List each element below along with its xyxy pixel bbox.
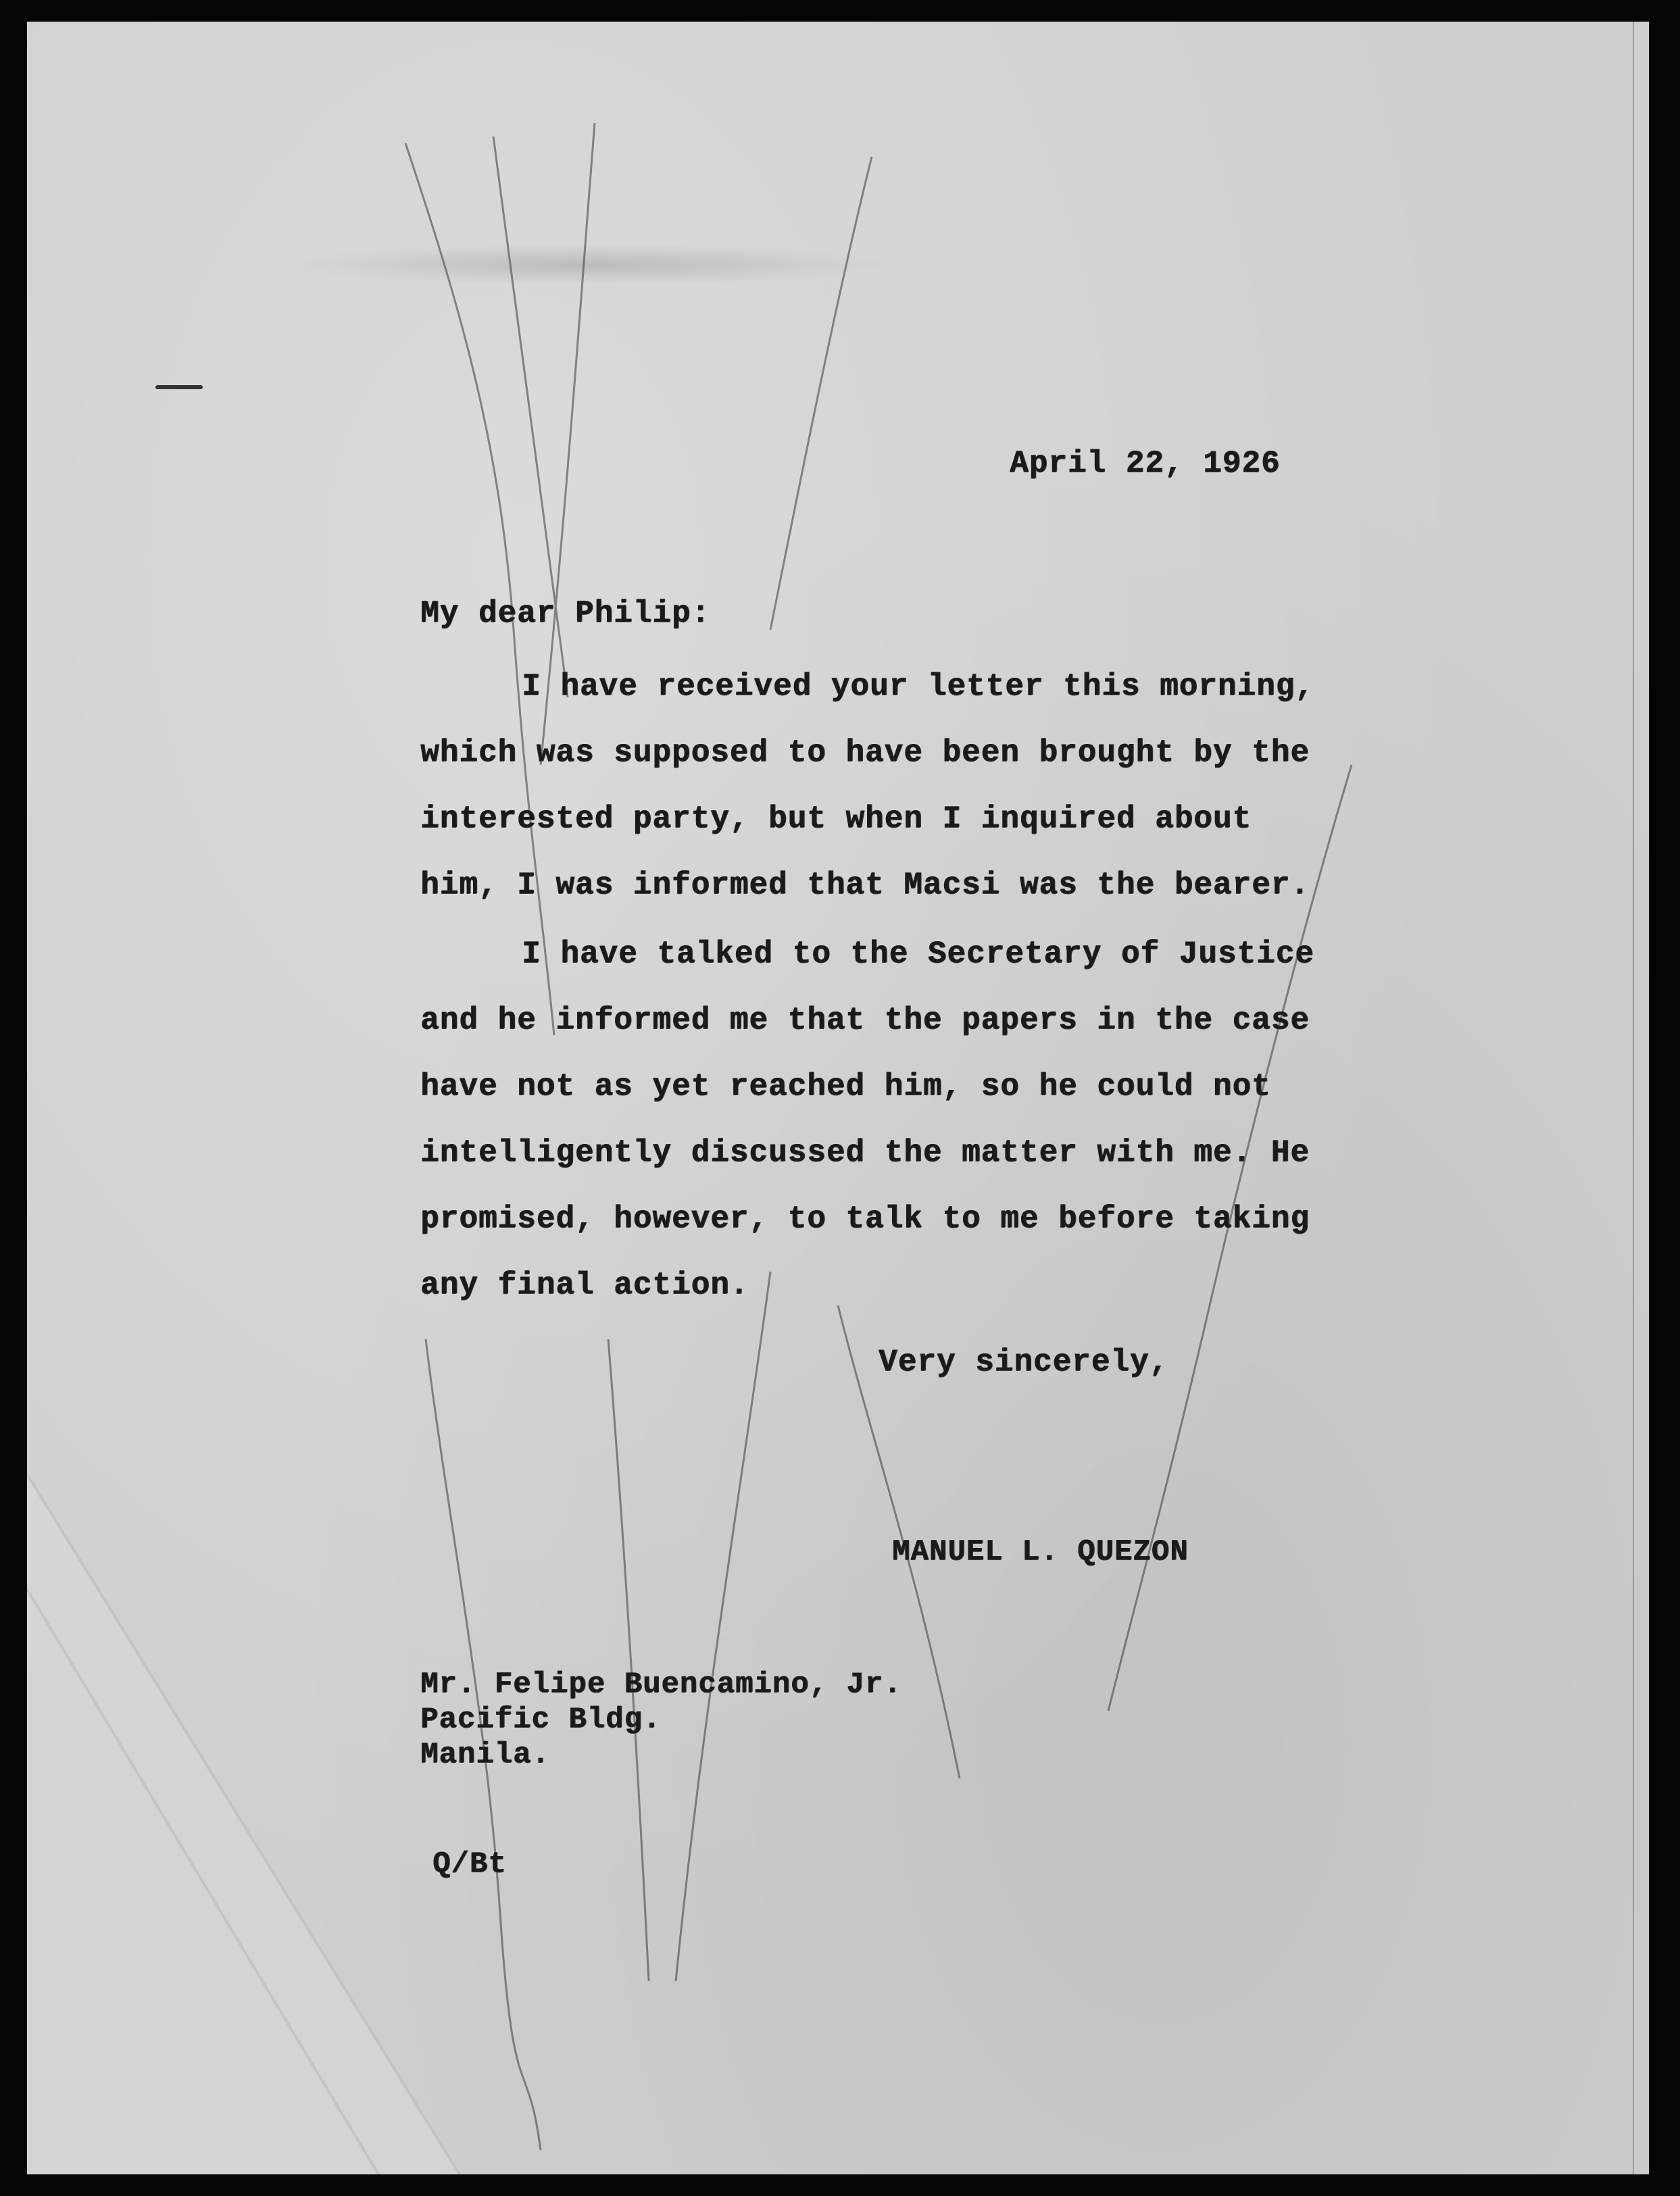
recipient-line: Pacific Bldg. bbox=[420, 1703, 662, 1737]
letter-date: April 22, 1926 bbox=[1010, 446, 1281, 481]
letter-sheet bbox=[27, 22, 1649, 2174]
recipient-line: Manila. bbox=[420, 1738, 550, 1772]
body-line: intelligently discussed the matter with me. He bbox=[420, 1135, 1310, 1170]
salutation: My dear Philip: bbox=[420, 596, 711, 631]
body-line: interested party, but when I inquired about bbox=[420, 801, 1252, 837]
typist-initials: Q/Bt bbox=[433, 1847, 507, 1881]
body-line: him, I was informed that Macsi was the bearer. bbox=[420, 868, 1310, 903]
body-line: any final action. bbox=[420, 1268, 749, 1303]
signature: MANUEL L. QUEZON bbox=[892, 1535, 1189, 1569]
body-line: which was supposed to have been brought by the bbox=[420, 735, 1310, 770]
body-line: I have talked to the Secretary of Justice bbox=[522, 937, 1314, 972]
recipient-line: Mr. Felipe Buencamino, Jr. bbox=[420, 1668, 902, 1701]
body-line: promised, however, to talk to me before taking bbox=[420, 1201, 1310, 1237]
paper-edge bbox=[1633, 22, 1634, 2174]
body-line: have not as yet reached him, so he could not bbox=[420, 1069, 1271, 1104]
body-line: I have received your letter this morning, bbox=[522, 669, 1314, 704]
body-line: and he informed me that the papers in the case bbox=[420, 1003, 1310, 1038]
closing: Very sincerely, bbox=[879, 1345, 1169, 1380]
